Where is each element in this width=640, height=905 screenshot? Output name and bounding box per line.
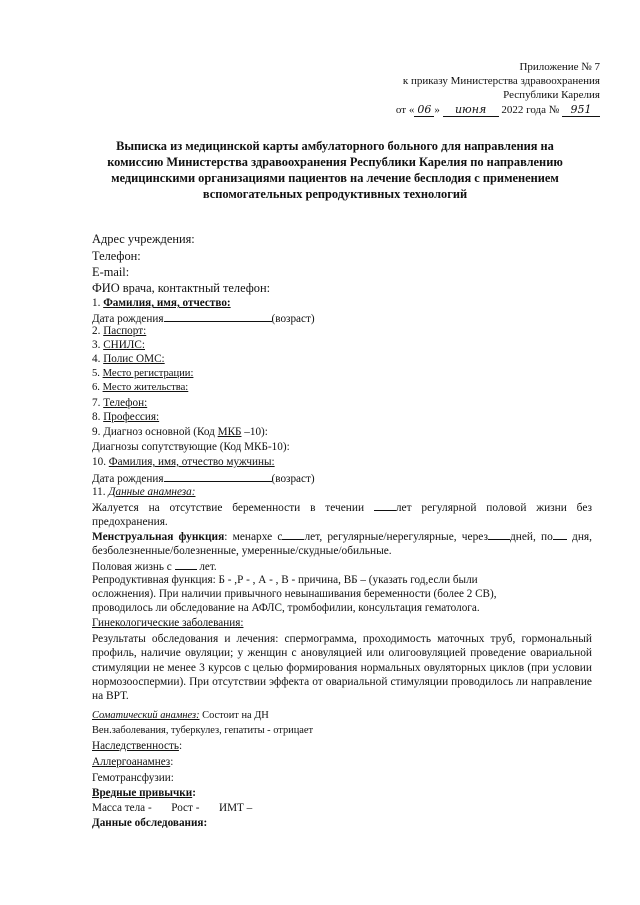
reg-label: Место регистрации: [102, 368, 194, 379]
gyn-diseases: Гинекологические заболевания: [92, 617, 244, 629]
oms-label: Полис ОМС: [103, 353, 165, 365]
dob-blank [164, 311, 272, 322]
header-date-line [396, 103, 600, 117]
repro-line-2: осложнения). При наличии привычного невынашивания беременности (более 2 СВ), [92, 588, 497, 600]
exam-data: Данные обследования: [92, 817, 208, 829]
item-snils: 3. СНИЛС: [92, 339, 145, 351]
dob2-blank [164, 471, 272, 482]
field-address: Адрес учреждения: [92, 232, 195, 246]
allergy: Аллергоанамнез: [92, 756, 174, 768]
item-dob2 [92, 471, 592, 486]
item-passport: 2. Паспорт: [92, 325, 147, 337]
item-live: 6. Место жительства: [92, 382, 189, 393]
item-tel: 7. Телефон: [92, 397, 148, 409]
document-title: Выписка из медицинской карты амбулаторного больного для направления на комиссию Министерства здравоохранения Республики Карелия по направлению медицинскими организациями пациентов на лечение бесплодия с применением вспомогательных репродуктивных технологий [107, 139, 563, 201]
field-email: E-mail: [92, 265, 130, 279]
passport-label: Паспорт: [103, 325, 147, 337]
age2-label: (возраст) [271, 473, 315, 485]
item-prof: 8. Профессия: [92, 411, 160, 423]
date-year: 2022 года № [501, 104, 560, 116]
item-oms: 4. Полис ОМС: [92, 353, 165, 365]
item-man: 10. Фамилия, имя, отчество мужчины: [92, 456, 275, 468]
fio-label: Фамилия, имя, отчество: [103, 297, 231, 309]
somatic-label: Соматический анамнез: [92, 710, 200, 721]
item-dob [92, 311, 592, 326]
item-anamnesis: 11. Данные анамнеза: [92, 486, 196, 498]
dob-label: Дата рождения [92, 313, 164, 325]
item-diag-main: 9. Диагноз основной (Код МКБ –10): [92, 426, 268, 438]
date-prefix: от « [395, 104, 415, 116]
repro-line-3: проводилось ли обследование на АФЛС, тромбофилии, консультация гематолога. [92, 602, 480, 614]
body-measurements: Масса тела - Рост - ИМТ – [92, 802, 253, 814]
item-diag-add: Диагнозы сопутствующие (Код МКБ-10): [92, 441, 290, 453]
header-order: к приказу Министерства здравоохранения [402, 75, 600, 87]
mkb-code: МКБ [217, 426, 242, 438]
dob2-label: Дата рождения [92, 473, 164, 485]
hemotransfusion: Гемотрансфузии: [92, 772, 174, 784]
prof-label: Профессия: [103, 411, 160, 423]
bad-habits: Вредные привычки: [92, 787, 196, 799]
live-label: Место жительства: [102, 382, 189, 393]
date-mid: » [434, 104, 440, 116]
snils-label: СНИЛС: [103, 339, 145, 351]
results-text: Результаты обследования и лечения: спермограмма, проходимость маточных труб, гормональный профиль, наличие овуляции; у женщин с ановуляцией или олигоовуляцией проведение овариальной стимуляции не менее 3 курсов с целью формирования нормальных овуляторных циклов (при условии нормозооспермии). При отсутствии эффекта от овариальной стимуляции проводилось ли направление на ВРТ. [92, 633, 592, 703]
item-reg: 5. Место регистрации: [92, 368, 194, 379]
somatic [92, 710, 592, 723]
date-month: июня [443, 104, 499, 117]
order-number: 951 [562, 104, 600, 117]
age-label: (возраст) [271, 313, 315, 325]
menstrual-label: Менструальная функция [92, 531, 225, 543]
heredity: Наследственность: [92, 740, 183, 752]
complaint-text: Жалуется на отсутствие беременности в течении лет регулярной половой жизни без предохранения. [92, 502, 593, 529]
item-fio: 1. Фамилия, имя, отчество: [92, 297, 231, 309]
header-republic: Республики Карелия [503, 89, 600, 101]
venereal: Вен.заболевания, туберкулез, гепатиты - отрицает [92, 725, 314, 736]
man-label: Фамилия, имя, отчество мужчины: [108, 456, 275, 468]
header-appendix: Приложение № 7 [519, 61, 600, 73]
repro-line-1: Репродуктивная функция: Б - ,Р - , А - , В - причина, ВБ – (указать год,если были [92, 574, 478, 586]
anamnesis-label: Данные анамнеза: [108, 486, 196, 498]
somatic-value: Состоит на ДН [199, 710, 269, 721]
field-phone: Телефон: [92, 249, 141, 263]
tel-label: Телефон: [103, 397, 148, 409]
menstrual-text: Менструальная функция: менархе с лет, регулярные/нерегулярные, через дней, по дня, безболезненные/болезненные, умеренные/скудные/обильные. [92, 531, 593, 558]
sex-life: Половая жизнь с лет. [92, 561, 217, 573]
date-day: 06 [414, 104, 434, 117]
field-doctor: ФИО врача, контактный телефон: [92, 281, 271, 295]
